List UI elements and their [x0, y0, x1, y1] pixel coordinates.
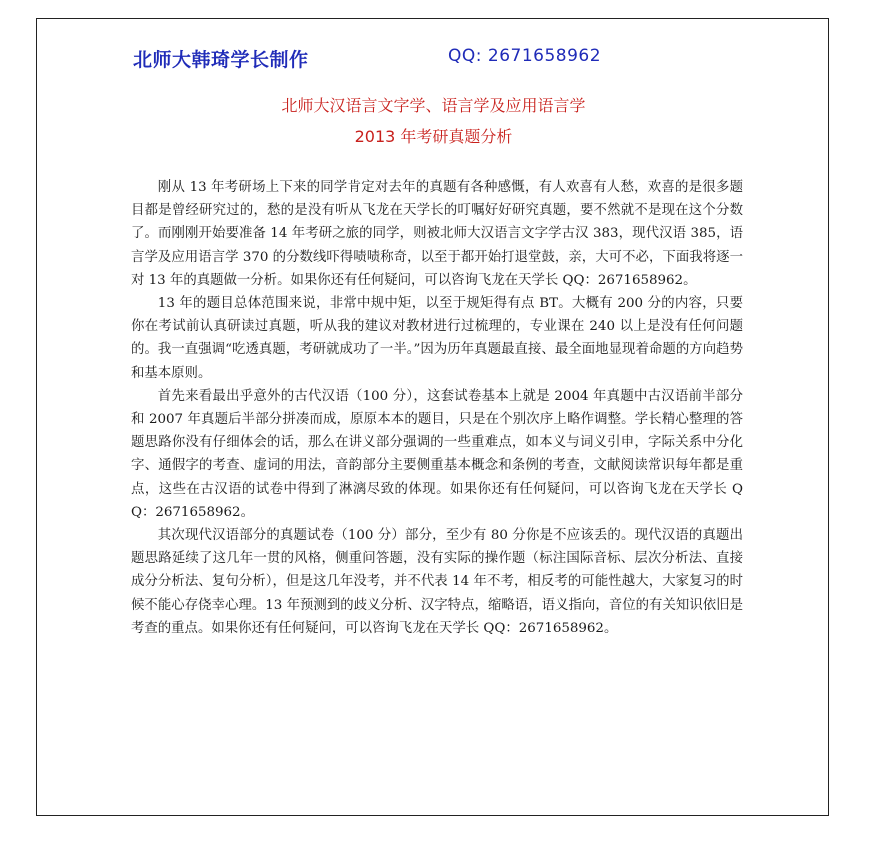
paragraph: 其次现代汉语部分的真题试卷（100 分）部分，至少有 80 分你是不应该丢的。现代汉语的真题出题思路延续了这几年一贯的风格，侧重问答题，没有实际的操作题（标注国际音标、层次分析法、直接成分分析法、复句分析），但是这几年没考，并不代表 14 年不考，相反考的可能性越大，大家复习的时候不能心存侥幸心理。13 年预测到的歧义分析、汉字特点，缩略语，语义指向，音位的有关知识依旧是考查的重点。如果你还有任何疑问，可以咨询飞龙在天学长 QQ：2671658962。	[131, 528, 743, 636]
article-body	[131, 176, 743, 640]
paragraph: 首先来看最出乎意外的古代汉语（100 分），这套试卷基本上就是 2004 年真题中古汉语前半部分和 2007 年真题后半部分拼凑而成，原原本本的题目，只是在个别次序上略作调整。学长精心整理的答题思路你没有仔细体会的话，那么在讲义部分强调的一些重难点，如本义与词义引申，字际关系中分化字、通假字的考查、虚词的用法，音韵部分主要侧重基本概念和条例的考查，文献阅读常识每年都是重点，这些在古汉语的试卷中得到了淋漓尽致的体现。如果你还有任何疑问，可以咨询飞龙在天学长 QQ：2671658962。	[131, 388, 743, 520]
paragraph: 刚从 13 年考研场上下来的同学肯定对去年的真题有各种感慨，有人欢喜有人愁，欢喜的是很多题目都是曾经研究过的，愁的是没有听从飞龙在天学长的叮嘱好好研究真题，要不然就不是现在这个分数了。而刚刚开始要准备 14 年考研之旅的同学，则被北师大汉语言文字学古汉 383，现代汉语 385，语言学及应用语言学 370 的分数线吓得啧啧称奇，以至于都开始打退堂鼓，亲，大可不必，下面我将逐一对 13 年的真题做一分析。如果你还有任何疑问，可以咨询飞龙在天学长 QQ：2671658962。	[131, 180, 743, 288]
document-subtitle: 2013 年考研真题分析	[354, 127, 513, 146]
document-page	[36, 18, 829, 816]
paragraph: 13 年的题目总体范围来说，非常中规中矩，以至于规矩得有点 BT。大概有 200 分的内容，只要你在考试前认真研读过真题，听从我的建议对教材进行过梳理的，专业课在 240 以上是没有任何问题的。我一直强调“吃透真题，考研就成功了一半。”因为历年真题最直接、最全面地显现着命题的方向趋势和基本原则。	[131, 296, 743, 381]
maker-credit: 北师大韩琦学长制作	[133, 49, 309, 71]
document-title: 北师大汉语言文字学、语言学及应用语言学	[281, 96, 586, 115]
page-header	[133, 45, 753, 71]
contact-qq: QQ: 2671658962	[448, 46, 602, 66]
